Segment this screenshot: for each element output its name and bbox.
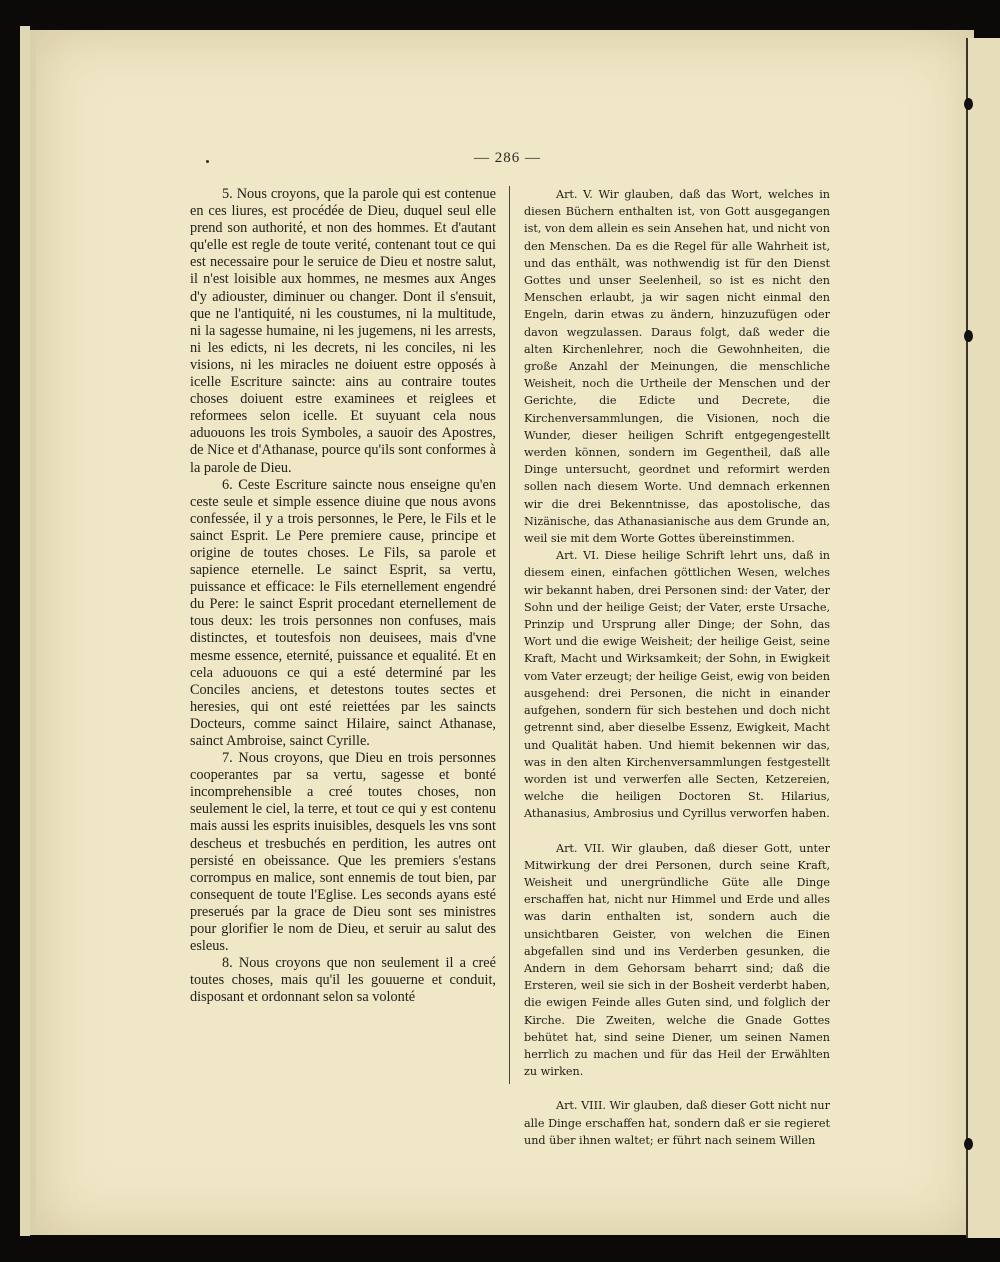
german-article-5: Art. V. Wir glauben, daß das Wort, welches in diesen Büchern enthalten ist, von Gott ausgegangen ist, von dem allein es sein Ansehen hat, und nicht von den Menschen. Da es die Regel für alle Wahrheit ist, und das enthält, was nothwendig ist für den Dienst Gottes und unser Seelenheil, so ist es nicht den Menschen erlaubt, ja wir sagen nicht einmal den Engeln, darin etwas zu ändern, hinzuzufügen oder davon wegzulassen. Daraus folgt, daß weder die alten Kirchenlehrer, noch die Gewohnheiten, die große Anzahl der Meinungen, die menschliche Weisheit, noch die Urtheile der Menschen und der Gerichte, die Edicte und Decrete, die Kirchenversammlungen, die Visionen, noch die Wunder, dieser heiligen Schrift entgegengestellt werden können, sondern im Gegentheil, daß alle Dinge untersucht, geordnet und reformirt werden sollen nach diesem Worte. Und demnach erkennen wir die drei Bekenntnisse, das apostolische, das Nizänische, das Athanasianische aus dem Grunde an, weil sie mit dem Worte Gottes übereinstimmen. — [524, 188, 830, 546]
facing-page-edge — [966, 38, 1000, 1238]
german-column — [524, 186, 830, 1149]
german-article-8: Art. VIII. Wir glauben, daß dieser Gott nicht nur alle Dinge erschaffen hat, sondern daß er sie regieret und über ihnen waltet; er führt nach seinem Willen — [524, 1099, 830, 1147]
french-article-6: 6. Ceste Escriture saincte nous enseigne qu'en ceste seule et simple essence diuine que nous avons confessée, il y a trois personnes, le Pere, le Fils et le sainct Esprit. Le Pere premiere cause, principe et origine de toutes choses. Le Fils, sa parole et sapience eternelle. Le sainct Esprit, sa vertu, puissance et efficace: le Fils eternellement engendré du Pere: le sainct Esprit procedant eternellement de tous deux: les trois personnes non confuses, mais distinctes, et toutesfois non deuisees, mais d'vne mesme essence, eternité, puissance et equalité. Et en cela aduouons ce qui a esté determiné par les Conciles anciens, et detestons toutes sectes et heresies, qui ont esté reiettées par les saincts Docteurs, comme sainct Hilaire, sainct Athanase, sainct Ambroise, sainct Cyrille. — [190, 476, 496, 749]
page-edge — [20, 26, 30, 1236]
french-column — [190, 186, 496, 1007]
german-article-7: Art. VII. Wir glauben, daß dieser Gott, unter Mitwirkung der drei Personen, durch seine Kraft, Weisheit und unergründliche Güte alle Dinge erschaffen hat, nicht nur Himmel und Erde und alles was darin enthalten ist, sondern auch die unsichtbaren Geister, von welchen die Einen abgefallen sind und ins Verderben gesunken, die Andern in dem Gehorsam beharrt sind; daß die Ersteren, weil sie sich in der Bosheit verderbt haben, die ewigen Feinde alles Guten sind, und folglich der Kirche. Die Zweiten, welche die Gnade Gottes behütet hat, sind seine Diener, um seinen Namen herrlich zu machen und für das Heil der Erwählten zu wirken. — [524, 841, 830, 1079]
page-number: — 286 — — [474, 150, 541, 166]
german-article-6: Art. VI. Diese heilige Schrift lehrt uns, daß in diesem einen, einfachen göttlichen Wesen, welches wir bekannt haben, drei Personen sind: der Vater, der Sohn und der heilige Geist; der Vater, erste Ursache, Prinzip und Ursprung aller Dinge; der Sohn, das Wort und die ewige Weisheit; der heilige Geist, seine Kraft, Macht und Wirksamkeit; der Sohn, in Ewigkeit vom Vater erzeugt; der heilige Geist, ewig von beiden ausgehend: drei Personen, die nicht in einander aufgehen, sondern für sich bestehen und doch nicht getrennt sind, aber dieselbe Essenz, Ewigkeit, Macht und Qualität haben. Und hiemit bekennen wir das, was in den alten Kirchenversammlungen festgestellt worden ist und verwerfen alle Secten, Ketzereien, welche die heiligen Doctoren St. Hilarius, Athanasius, Ambrosius und Cyrillus verworfen haben. — [524, 549, 830, 821]
ink-speck — [206, 160, 209, 163]
book-page — [30, 30, 974, 1235]
french-article-5: 5. Nous croyons, que la parole qui est contenue en ces liures, est procédée de Dieu, duquel seul elle prend son authorité, et non des hommes. Et d'autant qu'elle est regle de toute verité, contenant tout ce qui est necessaire pour le seruice de Dieu et nostre salut, il n'est loisible aux hommes, ne mesmes aux Anges d'y adiouster, diminuer ou changer. Dont il s'ensuit, que ne l'antiquité, ni les coustumes, ni la multitude, ni la sagesse humaine, ni les jugemens, ni les arrests, ni les edicts, ni les decrets, ni les conciles, ni les visions, ni les miracles ne doiuent estre opposés à icelle Escriture saincte: ains au contraire toutes choses doiuent estre examinees et reiglees et reformees selon icelle. Et suyuant cela nous aduouons les trois Symboles, a sauoir des Apostres, de Nice et d'Athanase, pource qu'ils sont conformes à la parole de Dieu. — [190, 186, 496, 476]
binding-hole — [964, 330, 973, 342]
french-article-7: 7. Nous croyons, que Dieu en trois personnes cooperantes par sa vertu, sagesse et bonté incomprehensible a creé toutes choses, non seulement le ciel, la terre, et tout ce qui y est contenu mais aussi les esprits inuisibles, desquels les vns sont descheus et tresbuchés en perdition, les autres ont persisté en obeissance. Que les premiers s'estans corrompus en malice, sont ennemis de tout bien, par consequent de toute l'Eglise. Les seconds ayans esté preserués par la grace de Dieu sont ses ministres pour glorifier le nom de Dieu, et seruir au salut des esleus. — [190, 750, 496, 955]
column-divider — [509, 186, 510, 1084]
binding-hole — [964, 98, 973, 110]
french-article-8: 8. Nous croyons que non seulement il a creé toutes choses, mais qu'il les gouuerne et conduit, disposant et ordonnant selon sa volonté — [190, 955, 496, 1006]
binding-hole — [964, 1138, 973, 1150]
